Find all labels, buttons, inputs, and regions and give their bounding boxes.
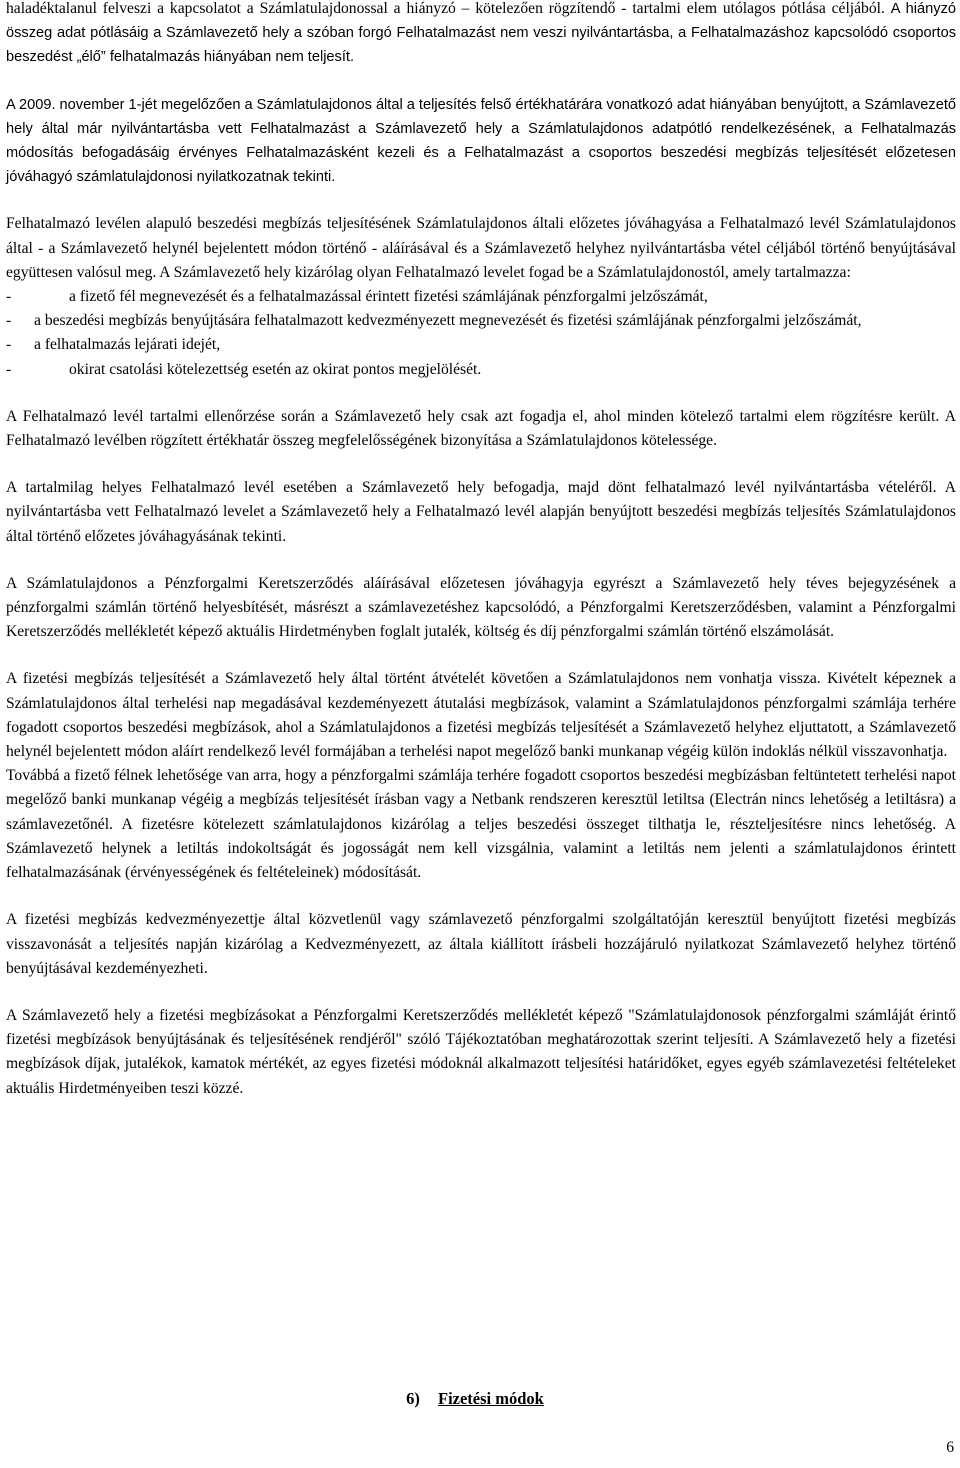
paragraph-1 [6,0,956,70]
paragraph-10: A Számlavezető hely a fizetési megbízásokat a Pénzforgalmi Keretszerződés mellékletét képező "Számlatulajdonosok pénzforgalmi számláját érintő fizetési megbízások benyújtásának és teljesítésének rendjéről" szóló Tájékoztatóban meghatározottak szerint teljesíti. A Számlavezető hely a fizetési megbízások díjak, jutalékok, kamatok mértékét, az egyes fizetési módoknál alkalmazott teljesítési határidőket, egyes egyéb számlavezetési feltételeket aktuális Hirdetményeiben teszi közzé. [6,1006,956,1097]
paragraph-5: A tartalmilag helyes Felhatalmazó levél esetében a Számlavezető hely befogadja, majd dönt felhatalmazó levél nyilvántartásba vételéről. A nyilvántartásba vett Felhatalmazó levelet a Számlavezető hely a Felhatalmazó levél alapján benyújtott beszedési megbízás teljesítés Számlatulajdonos által történő előzetes jóváhagyásának tekinti. [6,479,956,545]
paragraph-9: A fizetési megbízás kedvezményezettje által közvetlenül vagy számlavezető pénzforgalmi szolgáltatóján keresztül benyújtott fizetési megbízás visszavonását a teljesítés napján kizárólag a Kedvezményezett, az általa kiállított írásbeli hozzájáruló nyilatkozat Számlavezető helyhez történő benyújtásával kezdeményezheti. [6,911,956,977]
list-item-text: okirat csatolási kötelezettség esetén az okirat pontos megjelölését. [69,360,482,378]
paragraph-2-text: A 2009. november 1-jét megelőzően a Számlatulajdonos által a teljesítés felső értékhatárára vonatkozó adat hiányában benyújtott, a Számlavezető hely által már nyilvántartásba vett Felhatalmazást a Számlavezető hely a Számlatulajdonos adatpótló rendelkezésének, a Felhatalmazás módosítás befogadásáig érvényes Felhatalmazásként kezeli és a Felhatalmazást a csoportos beszedési megbízás teljesítését előzetesen jóváhagyó számlatulajdonosi nyilatkozatnak tekinti. [6,96,956,186]
paragraph-4: A Felhatalmazó levél tartalmi ellenőrzése során a Számlavezető hely csak azt fogadja el, ahol minden kötelező tartalmi elem rögzítésre került. A Felhatalmazó levélben rögzített értékhatár összeg megfelelősségének bizonyítása a Számlatulajdonos kötelessége. [6,407,956,450]
list-item [6,285,956,309]
list-bullet: - [6,336,12,354]
section-title: Fizetési módok [438,1389,544,1408]
paragraph-1-part-1: haladéktalanul felveszi a kapcsolatot a Számlatulajdonossal a hiányzó – kötelezően rögzítendő - tartalmi elem utólagos pótlása céljából. [6,0,891,17]
list-item-text: a beszedési megbízás benyújtására felhatalmazott kedvezményezett megnevezését és fizetési számlájának pénzforgalmi jelzőszámát, [34,312,862,330]
paragraph-3: Felhatalmazó levélen alapuló beszedési megbízás teljesítésének Számlatulajdonos általi előzetes jóváhagyása a Felhatalmazó levél Számlatulajdonos által - a Számlavezető helynél bejelentett módon történő - aláírásával és a Számlavezető helyhez nyilvántartásba vétel céljából történő benyújtásával együttesen valósul meg. A Számlavezető hely kizárólag olyan Felhatalmazó levelet fogad be a Számlatulajdonostól, amely tartalmazza: [6,215,956,281]
page-number: 6 [946,1439,954,1456]
list-bullet: - [6,288,12,306]
document-page [6,0,956,1101]
list-bullet: - [6,360,12,378]
list-item [6,333,956,357]
paragraph-6: A Számlatulajdonos a Pénzforgalmi Keretszerződés aláírásával előzetesen jóváhagyja egyrészt a Számlavezető hely téves bejegyzésének a pénzforgalmi számlán történő helyesbítését, másrészt a számlavezetéshez kapcsolódó, a Pénzforgalmi Keretszerződésben, valamint a Pénzforgalmi Keretszerződés mellékletét képező aktuális Hirdetményben foglalt jutalék, költség és díj pénzforgalmi számlán történő elszámolását. [6,574,956,641]
list-item [6,358,956,382]
paragraph-1-part-2: A hiányzó összeg adat pótlásáig a Számlavezető hely a szóban forgó Felhatalmazást nem veszi nyilvántartásba, a Felhatalmazáshoz kapcsolódó csoportos beszedést „élő” felhatalmazás hiányában nem teljesít. [6,1,956,66]
list-item-text: a felhatalmazás lejárati idejét, [34,336,221,354]
list-item [6,309,956,333]
requirements-list [6,285,956,382]
section-heading [0,1387,950,1411]
paragraph-2 [6,93,956,190]
paragraph-7: A fizetési megbízás teljesítését a Számlavezető hely által történt átvételét követően a Számlatulajdonos nem vonhatja vissza. Kivételt képeznek a Számlatulajdonos által terhelési nap megadásával kezdeményezett átutalási megbízások, valamint a Számlatulajdonos pénzforgalmi számlája terhére fogadott csoportos beszedési megbízások, ahol a Számlatulajdonos a fizetési megbízás teljesítését a Számlavezető helyhez eljuttatott, a Számlavezető helynél bejelentett módon aláírt rendelkező levél formájában a terhelési napot megelőző banki munkanap végéig külön indoklás nélkül visszavonhatja. [6,670,956,761]
section-number: 6) [406,1389,420,1408]
paragraph-8: Továbbá a fizető félnek lehetősége van arra, hogy a pénzforgalmi számlája terhére fogadott csoportos beszedési megbízásban feltüntetett terhelési napot megelőző banki munkanap végéig a megbízás teljesítését írásban vagy a Netbank rendszeren keresztül letiltsa (Electrán nincs lehetőség a letiltásra) a számlavezetőnél. A fizetésre kötelezett számlatulajdonos kizárólag a teljes beszedési összeget tilthatja le, részteljesítésre nincs lehetőség. A Számlavezető helynek a letiltás indokoltságát és jogosságát nem kell vizsgálnia, valamint a letiltás nem jelenti a számlatulajdonos érintett felhatalmazásának (érvényességének és feltételeinek) módosítását. [6,767,956,882]
list-bullet: - [6,312,12,330]
list-item-text: a fizető fél megnevezését és a felhatalmazással érintett fizetési számlájának pénzforgalmi jelzőszámát, [69,288,708,306]
